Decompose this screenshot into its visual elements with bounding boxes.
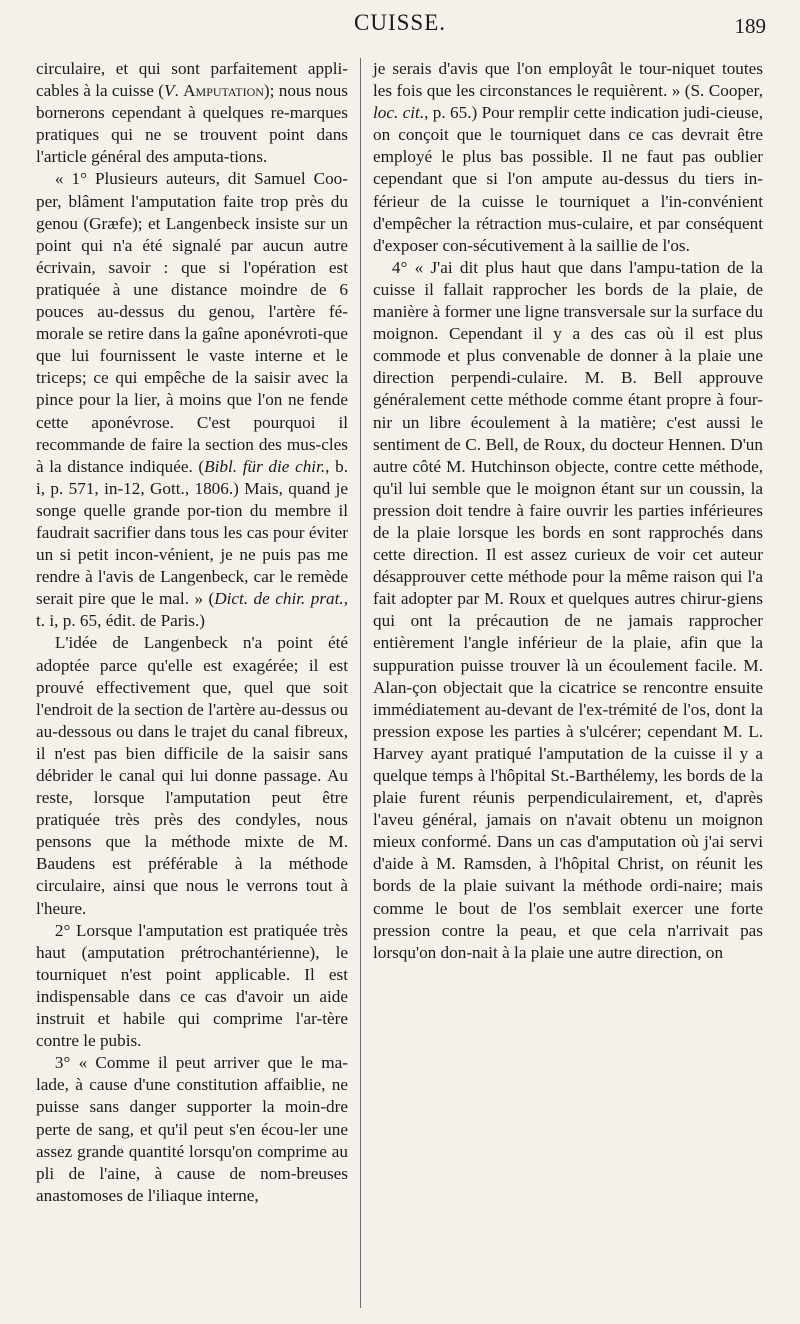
text-run: , b. i, p. 571, in-12, Gott., 1806.) Mais, quand je songe quelle grande por-tion du membre il faudrait sacrifier dans tous les cas pour éviter un si petit incon-vénient, je ne puis pas me rendre à l'avis de Langenbeck, car le remède serait pire que le mal. » ( [36,456,348,609]
running-title: CUISSE. [354,10,446,35]
text-run: Amputation [183,81,264,101]
text-run: circulaire, et qui sont parfaitement appli-cables à la cuisse ( [36,59,348,101]
text-run: Bibl. für die chir. [204,456,326,476]
text-run: ); nous nous bornerons cependant à quelques re-marques pratiques qui ne se trouvent point dans l'article général des amputa-tions. [36,81,348,167]
right-column [373,58,763,964]
paragraph [36,920,348,1053]
text-run: je serais d'avis que l'on employât le tour-niquet toutes les fois que les circonstances le requièrent. » (S. Cooper, [373,59,763,101]
text-run: Dict. de chir. prat. [214,589,344,609]
paragraph [373,58,763,257]
paragraph [36,632,348,919]
paragraph [373,257,763,964]
text-run: , p. 65.) Pour remplir cette indication judi-cieuse, on conçoit que le tourniquet dans ce cas devrait être employé le plus bas possible. Il ne faut pas oublier cependant que si l'on ampute au-dessus du tiers in-férieur de la cuisse le tourniquet a l'in-convénient d'empêcher la rétraction mus-culaire, et par conséquent d'exposer con-sécutivement à la saillie de l'os. [373,103,763,255]
column-divider [360,58,361,1308]
text-run: 2° Lorsque l'amputation est pratiquée très haut (amputation prétrochantérienne), le tourniquet n'est point applicable. Il est indispensable dans ce cas d'avoir un aide instruit et habile qui comprime l'ar-tère contre le pubis. [36,920,348,1051]
text-run: loc. cit. [373,103,425,123]
left-column [36,58,348,1207]
text-run: L'idée de Langenbeck n'a point été adoptée parce qu'elle est exagérée; il est prouvé effectivement que, quel que soit l'endroit de la section de l'artère au-dessus ou au-dessous ou dans le trajet du canal fibreux, il n'est pas bien difficile de la saisir sans débrider le canal qui lui donne passage. Au reste, lorsque l'amputation peut être pratiquée très près des condyles, nous pensons que la méthode mixte de M. Baudens est préférable à la méthode circulaire, ainsi que nous le verrons tout à l'heure. [36,633,348,918]
text-run: 3° « Comme il peut arriver que le ma-lade, à cause d'une constitution affaiblie, ne puisse sans danger supporter la moin-dre perte de sang, et qu'il peut s'en écou-ler une assez grande quantité lorsqu'on comprime au pli de l'aine, à cause de nom-breuses anastomoses de l'iliaque interne, [36,1053,348,1205]
page-number: 189 [734,14,766,38]
text-run: V [163,81,175,101]
text-run: , t. i, p. 65, édit. de Paris.) [36,589,348,631]
text-run: . [174,81,184,101]
paragraph [36,1052,348,1207]
text-run: 4° « J'ai dit plus haut que dans l'ampu-tation de la cuisse il fallait rapprocher les bords de la plaie, de manière à former une ligne transversale sur la surface du moignon. Cependant il y a des cas où il est plus commode et plus convenable de donner à la plaie une direction perpendi-culaire. M. B. Bell approuve généralement cette méthode comme étant propre à four-nir un libre écoulement à la matière; c'est aussi le sentiment de C. Bell, de Roux, du docteur Hennen. D'un autre côté M. Hutchinson objecte, contre cette méthode, qu'il lui semble que le moignon étant sur un coussin, la pression doit tendre à faire ouvrir les parties inférieures de la plaie lorsque les bords en sont rapprochés dans cette direction. Il est assez curieux de voir cet auteur désapprouver cette méthode pour la même raison qui l'a fait adopter par M. Roux et quelques autres chirur-giens qui ont la précaution de ne jamais rapprocher entièrement l'angle inférieur de la plaie, afin que la suppuration puisse trouver là un écoulement facile. M. Alan-çon objectait que la cicatrice se rencontre ensuite immédiatement au-devant de l'ex-trémité de l'os, dont la pression expose les parties à s'ulcérer; cependant M. L. Harvey ayant pratiqué l'amputation de la cuisse il y a quelque temps à l'hôpital St.-Barthélemy, les bords de la plaie furent réunis perpendiculairement, et, d'après l'aveu général, jamais on n'avait obtenu un moignon mieux conformé. Dans un cas d'amputation où j'ai servi d'aide à M. Ramsden, à l'hôpital Christ, on réunit les bords de la plaie suivant la méthode ordi-naire; mais comme le bout de l'os semblait exercer une forte pression contre la peau, et que cela n'arrivait pas lorsqu'on don-nait à la plaie une autre direction, on [373,257,763,962]
paragraph [36,58,348,168]
text-run: « 1° Plusieurs auteurs, dit Samuel Coo-per, blâment l'amputation faite trop près du genou (Græfe); et Langenbeck insiste sur un point qui n'a été signalé par aucun autre écrivain, savoir : que si l'opération est pratiquée à une distance moindre de 6 pouces au-dessus du genou, l'artère fé-morale se retire dans la gaîne aponévroti-que que lui fournissent le vaste interne et le triceps; ce qui empêche de la saisir avec la pince pour la lier, à moins que l'on ne fende cette aponévrose. C'est pourquoi il recommande de faire la section des mus-cles à la distance indiquée. ( [36,169,348,476]
paragraph [36,168,348,632]
page-header [0,4,800,44]
